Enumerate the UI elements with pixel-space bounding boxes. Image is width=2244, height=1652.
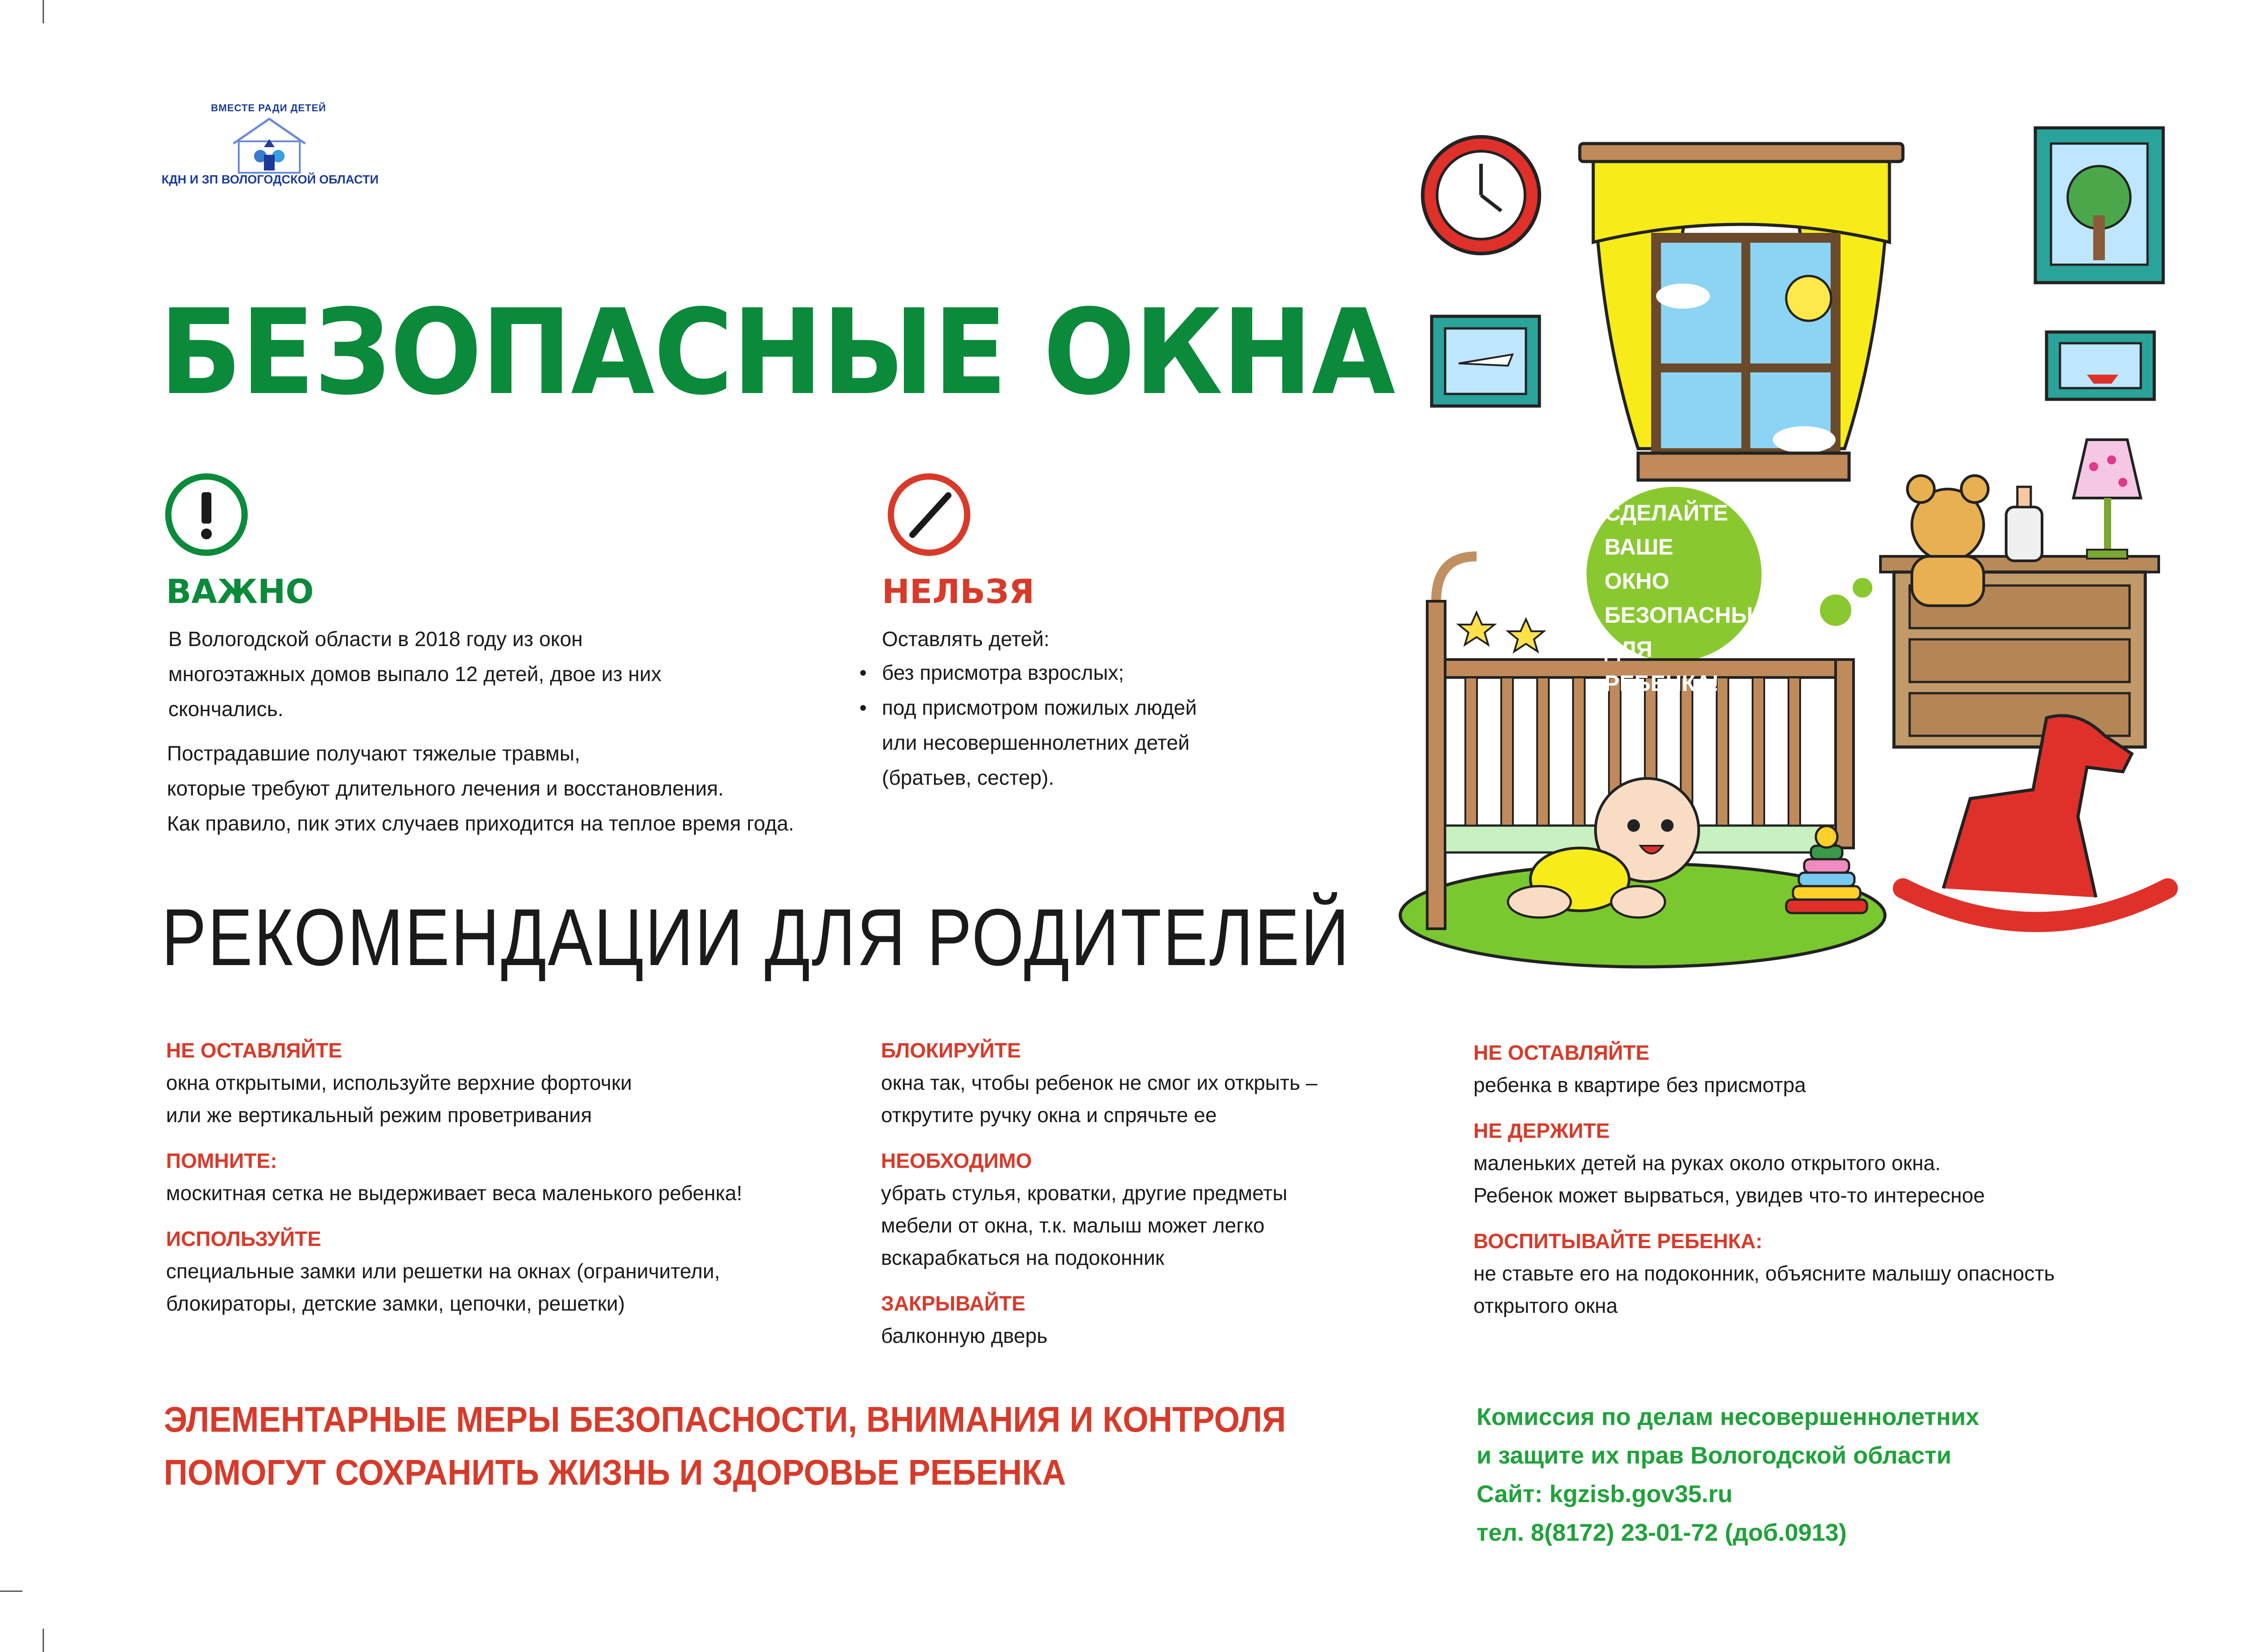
page-title: БЕЗОПАСНЫЕ ОКНА [159, 284, 1395, 421]
text-line: Как правило, пик этих случаев приходится на теплое время года. [167, 812, 794, 835]
recommendation-text: окна так, чтобы ребенок не смог их открыть – открутите ручку окна и спрячьте ее [881, 1071, 1318, 1127]
nursery-illustration [1387, 126, 2186, 969]
important-paragraph-2 [167, 736, 794, 841]
recommendations-column-1 [166, 1034, 742, 1333]
recommendation-item [881, 1034, 1317, 1131]
recommendation-item [166, 1145, 742, 1209]
forbidden-heading: НЕЛЬЗЯ [882, 573, 1034, 611]
teddy-bear-icon [1907, 476, 1988, 606]
lamp-icon [2073, 440, 2141, 559]
recommendations-title: РЕКОМЕНДАЦИИ ДЛЯ РОДИТЕЛЕЙ [162, 892, 1351, 983]
important-heading: ВАЖНО [166, 573, 314, 611]
tree-picture-icon [2035, 128, 2163, 283]
prohibited-icon [886, 472, 972, 557]
recommendation-heading: ПОМНИТЕ: [166, 1149, 277, 1172]
bubble-text: СДЕЛАЙТЕ ВАШЕ ОКНО БЕЗОПАСНЫМ ДЛЯ РЕБЕНКА! [1604, 500, 1772, 696]
text-line: В Вологодской области в 2018 году из окон [168, 627, 583, 651]
recommendation-heading: НЕ ОСТАВЛЯЙТЕ [166, 1039, 342, 1062]
recommendation-item [881, 1145, 1317, 1274]
recommendations-column-2 [881, 1034, 1317, 1365]
recommendation-item [1473, 1036, 2055, 1101]
text-line: скончались. [168, 697, 284, 721]
recommendations-column-3 [1473, 1036, 2055, 1335]
recommendation-text: окна открытыми, используйте верхние форточки или же вертикальный режим проветривания [166, 1071, 632, 1127]
list-item: • без присмотра взрослых; [859, 655, 1197, 690]
recommendation-text: маленьких детей на руках около открытого окна. Ребенок может вырваться, увидев что-то интересное [1473, 1151, 1985, 1207]
recommendation-item [1473, 1114, 2055, 1211]
baby-bottle-icon [2006, 487, 2042, 561]
logo-bottom-text: КДН И ЗП ВОЛОГОДСКОЙ ОБЛАСТИ [162, 173, 379, 186]
forbidden-intro: Оставлять детей: [882, 627, 1050, 651]
boat-picture-icon [2047, 332, 2154, 399]
text-line: многоэтажных домов выпало 12 детей, двое из них [168, 662, 662, 686]
recommendation-text: балконную дверь [881, 1324, 1047, 1347]
recommendation-heading: НЕОБХОДИМО [881, 1149, 1032, 1172]
crop-mark [43, 1629, 44, 1652]
recommendation-heading: ВОСПИТЫВАЙТЕ РЕБЕНКА: [1473, 1229, 1763, 1253]
crop-mark [0, 1591, 22, 1592]
text-line: которые требуют длительного лечения и восстановления. [167, 777, 724, 800]
recommendation-heading: ИСПОЛЬЗУЙТЕ [166, 1227, 321, 1250]
recommendation-text: не ставьте его на подоконник, объясните малышу опасность открытого окна [1473, 1262, 2055, 1317]
recommendation-text: убрать стулья, кроватки, другие предметы мебели от окна, т.к. малыш может легко вскарабкаться на подоконник [881, 1181, 1288, 1269]
recommendation-text: специальные замки или решетки на окнах (ограничители, блокираторы, детские замки, цепочки, решетки) [166, 1259, 720, 1315]
recommendation-text: москитная сетка не выдерживает веса маленького ребенка! [166, 1181, 742, 1205]
airplane-picture-icon [1432, 316, 1539, 406]
footer-slogan: ЭЛЕМЕНТАРНЫЕ МЕРЫ БЕЗОПАСНОСТИ, ВНИМАНИЯ И КОНТРОЛЯ ПОМОГУТ СОХРАНИТЬ ЖИЗНЬ И ЗДОРОВЬЕ РЕБЕНКА [164, 1399, 1286, 1492]
recommendation-item [881, 1287, 1317, 1352]
exclamation-icon [164, 472, 249, 557]
contact-info: Комиссия по делам несовершеннолетних и защите их прав Вологодской области Сайт: kgzisb.gov35.ru тел. 8(8172) 23-01-72 (доб.0913) [1477, 1403, 1979, 1546]
important-paragraph-1 [168, 621, 662, 726]
logo-house-icon [229, 112, 310, 179]
clock-icon [1423, 137, 1539, 253]
forbidden-list [859, 655, 1197, 795]
recommendation-item [166, 1034, 742, 1131]
recommendation-heading: НЕ ОСТАВЛЯЙТЕ [1473, 1041, 1650, 1064]
logo-top-text: ВМЕСТЕ РАДИ ДЕТЕЙ [211, 102, 326, 114]
recommendation-heading: НЕ ДЕРЖИТЕ [1473, 1119, 1610, 1142]
recommendation-item [1473, 1225, 2055, 1322]
list-item: • под присмотром пожилых людей или несовершеннолетних детей (братьев, сестер). [859, 690, 1197, 795]
recommendation-heading: БЛОКИРУЙТЕ [881, 1039, 1021, 1062]
text-line: Пострадавшие получают тяжелые травмы, [167, 742, 580, 765]
recommendation-item [166, 1223, 742, 1320]
crop-mark [43, 0, 44, 23]
recommendation-text: ребенка в квартире без присмотра [1473, 1073, 1806, 1097]
recommendation-heading: ЗАКРЫВАЙТЕ [881, 1292, 1026, 1315]
